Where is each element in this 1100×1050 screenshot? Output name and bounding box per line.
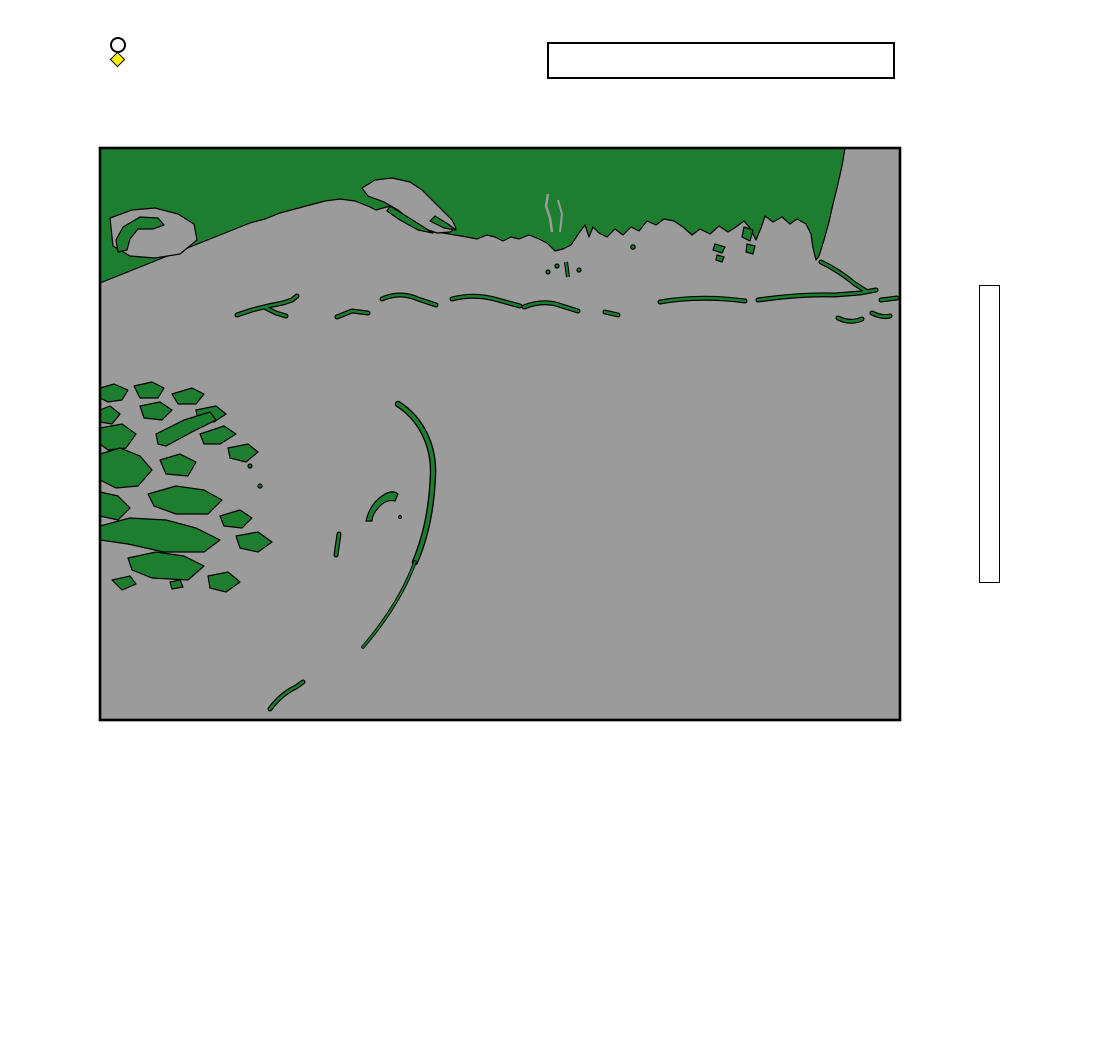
map-plot-area	[100, 148, 900, 720]
islet	[631, 245, 635, 249]
ndbc-diamond-icon	[110, 52, 126, 68]
legend-item-usm	[110, 37, 130, 52]
map-canvas	[100, 148, 900, 720]
map-legend	[110, 37, 130, 67]
islet	[746, 244, 755, 254]
islet	[716, 255, 724, 262]
vector-scale-box	[547, 42, 895, 79]
islet	[546, 270, 550, 274]
colorbar	[979, 285, 1000, 583]
islet	[555, 264, 559, 268]
scale-arrows	[549, 44, 893, 77]
islet	[399, 516, 402, 519]
islet	[577, 268, 581, 272]
legend-item-ndbc	[110, 52, 130, 67]
usm-circle-icon	[110, 37, 126, 53]
